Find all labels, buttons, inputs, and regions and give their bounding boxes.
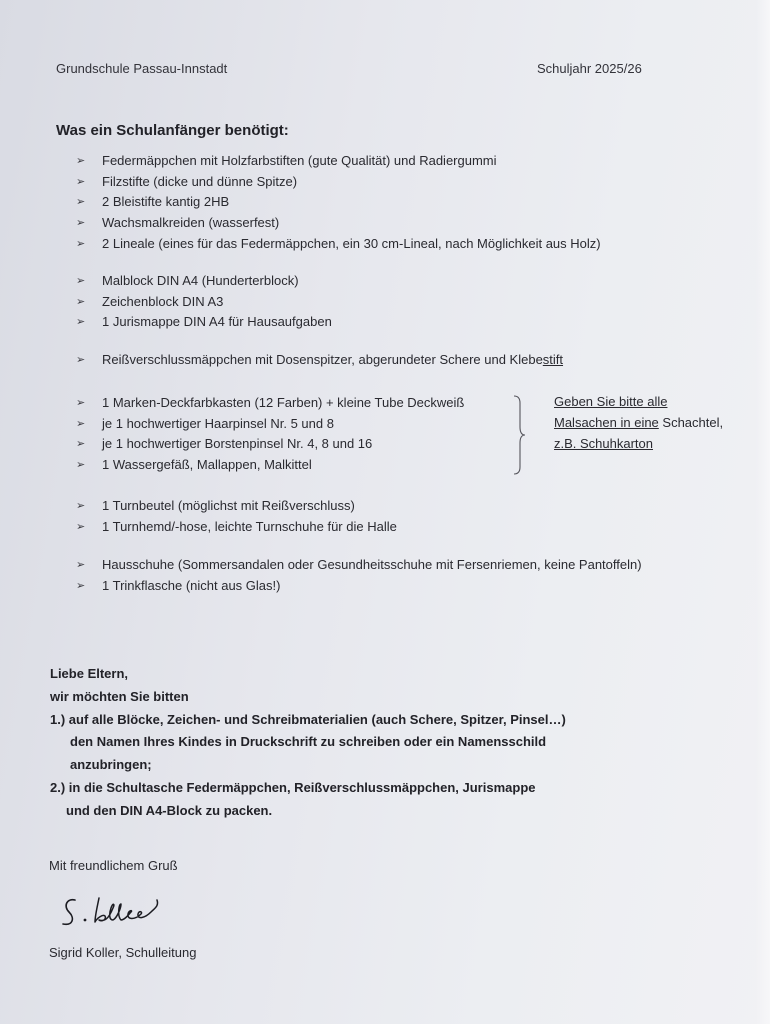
arrow-bullet-icon: ➢ bbox=[76, 237, 86, 250]
list-item: ➢ je 1 hochwertiger Borstenpinsel Nr. 4, 8 und 16 bbox=[76, 434, 756, 455]
handwritten-signature bbox=[55, 890, 195, 932]
list-item: ➢ Hausschuhe (Sommersandalen oder Gesundheitsschuhe mit Fersenriemen, keine Pantoffeln) bbox=[76, 555, 756, 576]
salutation: Liebe Eltern, bbox=[50, 666, 129, 681]
note-line-1: Geben Sie bitte alle bbox=[554, 394, 668, 409]
arrow-bullet-icon: ➢ bbox=[76, 559, 86, 571]
list-group-sports bbox=[76, 496, 756, 537]
closing: Mit freundlichem Gruß bbox=[49, 858, 178, 873]
list-item: ➢ 1 Wassergefäß, Mallappen, Malkittel bbox=[76, 455, 756, 476]
list-item: ➢ 2 Lineale (eines für das Federmäppchen, ein 30 cm-Lineal, nach Möglichkeit aus Holz) bbox=[76, 234, 756, 255]
request-1-line-3: anzubringen; bbox=[70, 757, 152, 773]
letter-intro: wir möchten Sie bitten bbox=[50, 688, 189, 704]
painting-note bbox=[554, 391, 754, 454]
request-1-line-2: den Namen Ihres Kindes in Druckschrift zu schreiben oder ein Namensschild bbox=[70, 734, 547, 750]
list-item: ➢ Malblock DIN A4 (Hunderterblock) bbox=[76, 271, 756, 292]
parent-letter bbox=[50, 663, 750, 823]
list-item: ➢ 1 Jurismappe DIN A4 für Hausaufgaben bbox=[76, 312, 756, 333]
arrow-bullet-icon: ➢ bbox=[76, 459, 86, 472]
arrow-bullet-icon: ➢ bbox=[76, 295, 86, 308]
school-name: Grundschule Passau-Innstadt bbox=[56, 61, 228, 76]
list-item: ➢ Filzstifte (dicke und dünne Spitze) bbox=[76, 172, 756, 193]
arrow-bullet-icon: ➢ bbox=[76, 520, 86, 533]
arrow-bullet-icon: ➢ bbox=[76, 397, 86, 409]
list-group-misc bbox=[76, 555, 756, 596]
list-group-paper bbox=[76, 271, 756, 333]
arrow-bullet-icon: ➢ bbox=[76, 175, 86, 188]
arrow-bullet-icon: ➢ bbox=[76, 579, 86, 592]
list-item: ➢ 1 Trinkflasche (nicht aus Glas!) bbox=[76, 576, 756, 597]
arrow-bullet-icon: ➢ bbox=[76, 438, 86, 451]
arrow-bullet-icon: ➢ bbox=[76, 217, 86, 230]
list-item: ➢ Wachsmalkreiden (wasserfest) bbox=[76, 213, 756, 234]
signer-name: Sigrid Koller, Schulleitung bbox=[49, 945, 197, 960]
request-2-line-1: 2.) in die Schultasche Federmäppchen, Reißverschlussmäppchen, Jurismappe bbox=[50, 779, 536, 795]
note-line-3: z.B. Schuhkarton bbox=[554, 436, 653, 451]
request-2-line-2: und den DIN A4-Block zu packen. bbox=[66, 802, 273, 818]
list-item: ➢ 1 Marken-Deckfarbkasten (12 Farben) + kleine Tube Deckweiß bbox=[76, 393, 756, 414]
request-1-line-1: 1.) auf alle Blöcke, Zeichen- und Schreibmaterialien (auch Schere, Spitzer, Pinsel…) bbox=[50, 711, 566, 727]
paper-edge bbox=[756, 0, 770, 1024]
arrow-bullet-icon: ➢ bbox=[76, 417, 86, 430]
list-item: ➢ Zeichenblock DIN A3 bbox=[76, 292, 756, 313]
list-item: ➢ je 1 hochwertiger Haarpinsel Nr. 5 und 8 bbox=[76, 414, 756, 435]
list-group-writing bbox=[76, 151, 756, 254]
arrow-bullet-icon: ➢ bbox=[76, 275, 86, 287]
school-year: Schuljahr 2025/26 bbox=[537, 61, 642, 76]
arrow-bullet-icon: ➢ bbox=[76, 196, 86, 209]
list-item: ➢ 1 Turnbeutel (möglichst mit Reißverschluss) bbox=[76, 496, 756, 517]
note-line-2: Malsachen in eine Schachtel, bbox=[554, 415, 724, 430]
list-item: ➢ 1 Turnhemd/-hose, leichte Turnschuhe für die Halle bbox=[76, 517, 756, 538]
list-item: ➢ Federmäppchen mit Holzfarbstiften (gute Qualität) und Radiergummi bbox=[76, 151, 756, 172]
arrow-bullet-icon: ➢ bbox=[76, 316, 86, 329]
list-item: ➢ Reißverschlussmäppchen mit Dosenspitzer, abgerundeter Schere und Klebestift bbox=[76, 350, 756, 371]
curly-brace-icon bbox=[512, 395, 526, 475]
arrow-bullet-icon: ➢ bbox=[76, 500, 86, 512]
arrow-bullet-icon: ➢ bbox=[76, 354, 86, 366]
list-item: ➢ 2 Bleistifte kantig 2HB bbox=[76, 192, 756, 213]
arrow-bullet-icon: ➢ bbox=[76, 155, 86, 167]
list-title: Was ein Schulanfänger benötigt: bbox=[56, 122, 289, 139]
list-group-pencilcase bbox=[76, 350, 756, 371]
